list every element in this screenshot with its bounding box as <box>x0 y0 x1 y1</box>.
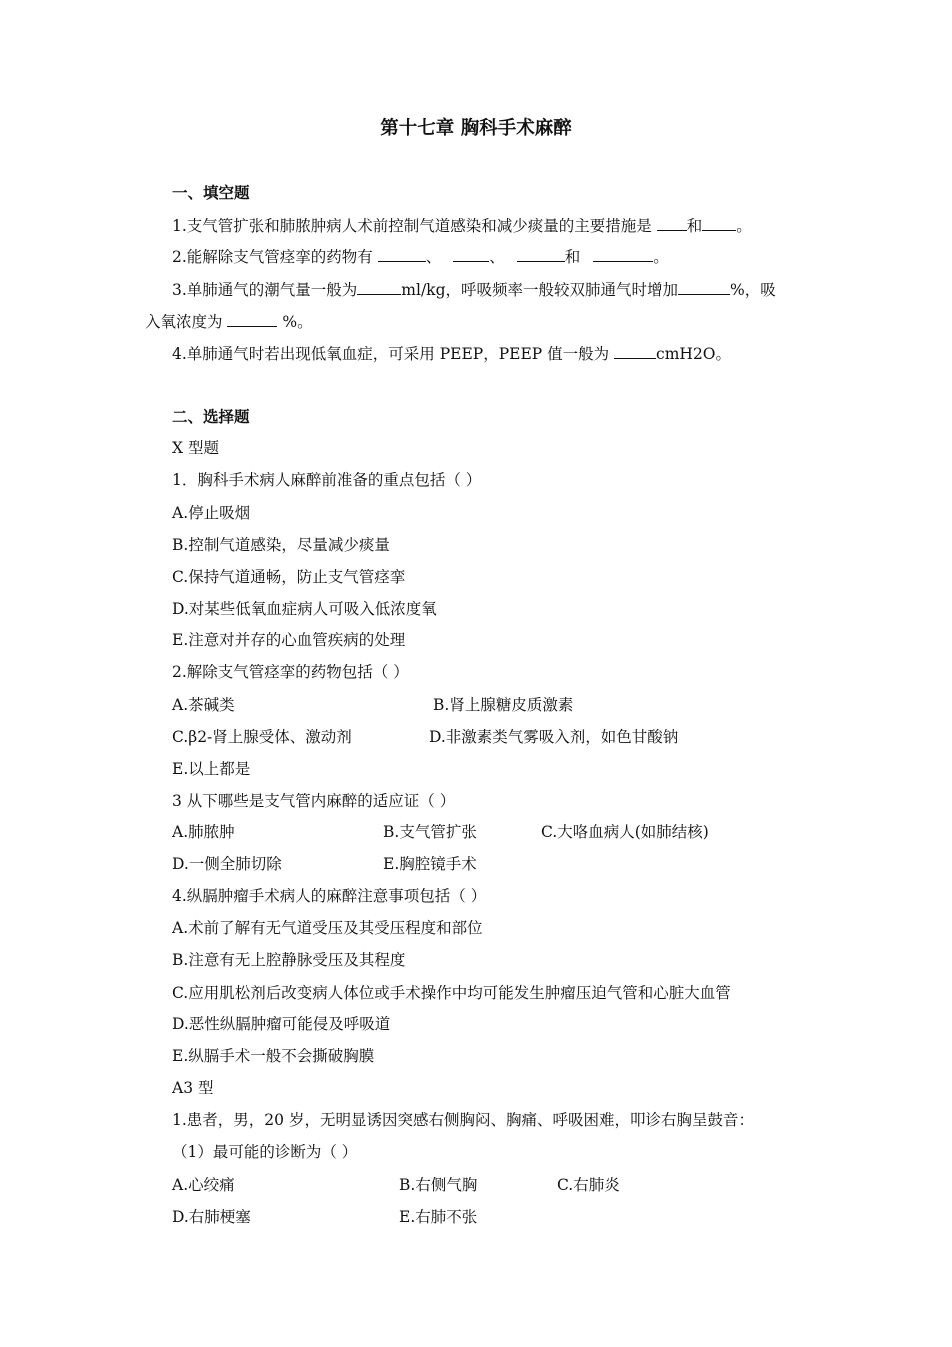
fill-question-4 <box>172 342 731 365</box>
answer-blank <box>517 245 565 262</box>
choice-question-2-stem: 2.解除支气管痉挛的药物包括（ ） <box>172 663 409 681</box>
option-b: B.肾上腺糖皮质激素 <box>433 696 574 714</box>
question-text: 2.能解除支气管痉挛的药物有 <box>172 248 378 266</box>
question-text: 4.单肺通气时若出现低氧血症，可采用 PEEP，PEEP 值一般为 <box>172 345 615 363</box>
option-b: B.支气管扩张 <box>383 823 477 841</box>
option-e: E.注意对并存的心血管疾病的处理 <box>172 631 406 649</box>
answer-blank <box>357 278 401 295</box>
option-c: C.β2-肾上腺受体、激动剂 <box>172 728 352 746</box>
option-d: D.右肺梗塞 <box>172 1208 251 1226</box>
option-d: D.恶性纵膈肿瘤可能侵及呼吸道 <box>172 1015 391 1033</box>
section-heading-fill-blank: 一、填空题 <box>172 183 250 202</box>
choice-question-4-stem: 4.纵膈肿瘤手术病人的麻醉注意事项包括（ ） <box>172 887 487 905</box>
option-a: A.术前了解有无气道受压及其受压程度和部位 <box>172 919 483 937</box>
answer-blank <box>453 245 489 262</box>
question-text: 入氧浓度为 <box>145 313 228 331</box>
chapter-title: 第十七章 胸科手术麻醉 <box>380 118 572 139</box>
answer-blank <box>702 214 736 231</box>
option-c: C.保持气道通畅，防止支气管痉挛 <box>172 568 406 586</box>
option-d: D.对某些低氧血症病人可吸入低浓度氧 <box>172 600 437 618</box>
option-c: C.应用肌松剂后改变病人体位或手术操作中均可能发生肿瘤压迫气管和心脏大血管 <box>172 984 731 1002</box>
case-subquestion-1: （1）最可能的诊断为（ ） <box>172 1143 358 1161</box>
fill-question-2 <box>172 245 669 268</box>
option-b: B.注意有无上腔静脉受压及其程度 <box>172 951 406 969</box>
question-text: 3.单肺通气的潮气量一般为 <box>172 281 358 299</box>
question-text: %。 <box>277 313 313 331</box>
question-text: 和 <box>564 248 586 266</box>
question-text: 。 <box>653 248 669 266</box>
option-c: C.右肺炎 <box>557 1176 620 1194</box>
choice-question-1-stem: 1．胸科手术病人麻醉前准备的重点包括（ ） <box>172 471 482 489</box>
fill-question-1 <box>172 214 752 237</box>
answer-blank <box>657 214 687 231</box>
question-text: 和 <box>686 217 703 235</box>
fill-question-3-continued <box>145 310 313 333</box>
option-d: D.非激素类气雾吸入剂，如色甘酸钠 <box>429 728 679 746</box>
option-e: E.胸腔镜手术 <box>383 855 477 873</box>
answer-blank <box>614 342 656 359</box>
fill-question-3 <box>172 278 776 301</box>
question-text: ml/kg，呼吸频率一般较双肺通气时增加 <box>401 281 678 299</box>
option-a: A.肺脓肿 <box>172 823 235 841</box>
choice-question-3-stem: 3 从下哪些是支气管内麻醉的适应证（ ） <box>172 792 456 810</box>
option-c: C.大咯血病人(如肺结核) <box>541 823 709 841</box>
option-a: A.茶碱类 <box>172 696 235 714</box>
question-text: 1.支气管扩张和肺脓肿病人术前控制气道感染和减少痰量的主要措施是 <box>172 217 657 235</box>
question-text: 、 <box>425 248 442 266</box>
question-text: 、 <box>489 248 505 266</box>
answer-blank <box>678 278 730 295</box>
option-d: D.一侧全肺切除 <box>172 855 282 873</box>
question-text: 。 <box>736 217 752 235</box>
answer-blank <box>593 245 653 262</box>
option-a: A.心绞痛 <box>172 1176 235 1194</box>
answer-blank <box>378 245 426 262</box>
option-e: E.以上都是 <box>172 760 251 778</box>
option-a: A.停止吸烟 <box>172 504 251 522</box>
question-text: %，吸 <box>730 281 776 299</box>
section-heading-choice: 二、选择题 <box>172 407 250 426</box>
question-text: cmH2O。 <box>656 345 732 363</box>
option-e: E.纵膈手术一般不会撕破胸膜 <box>172 1047 375 1065</box>
option-b: B.控制气道感染，尽量减少痰量 <box>172 536 390 554</box>
question-type-x: X 型题 <box>172 439 219 457</box>
option-e: E.右肺不张 <box>399 1208 478 1226</box>
answer-blank <box>227 310 277 327</box>
option-b: B.右侧气胸 <box>399 1176 478 1194</box>
case-question-1-stem: 1.患者，男，20 岁，无明显诱因突感右侧胸闷、胸痛、呼吸困难，叩诊右胸呈鼓音： <box>172 1111 754 1129</box>
question-type-a3: A3 型 <box>172 1079 214 1097</box>
